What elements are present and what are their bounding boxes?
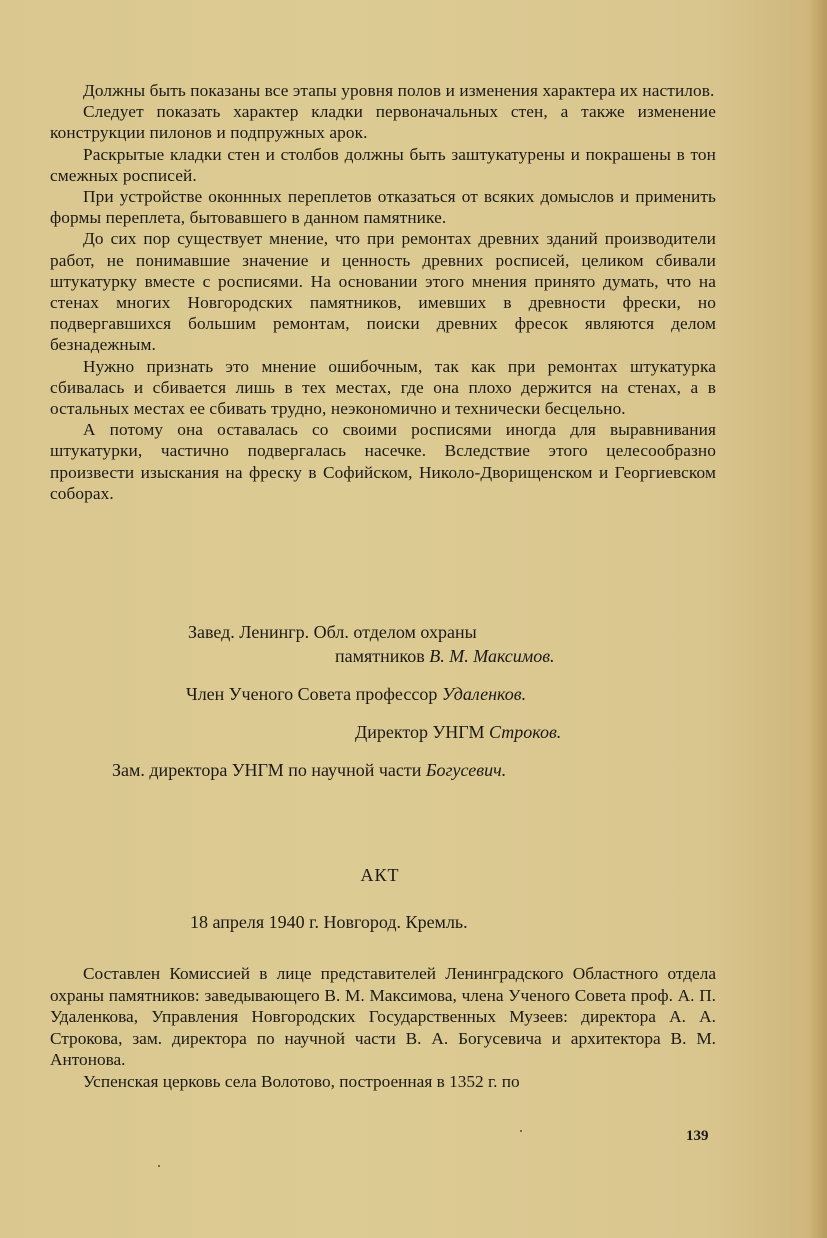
act-title: АКТ (360, 865, 400, 885)
paragraph: Нужно признать это мнение ошибочным, так как при ремонтах штукатурка сбивалась и сбивается лишь в тех местах, где она плохо держится на стенах, а в остальных местах ее сбивать трудно, неэкономично и технически бесцельно. (50, 356, 716, 419)
body-text (50, 80, 716, 504)
signature-title: памятников (335, 646, 425, 666)
page-number: 139 (686, 1128, 709, 1144)
print-speck (520, 1130, 522, 1132)
signature-line-4 (355, 720, 561, 744)
paragraph: Успенская церковь села Волотово, построенная в 1352 г. по (83, 1071, 520, 1091)
act-text (50, 963, 716, 1092)
paragraph: А потому она оставалась со своими росписями иногда для выравнивания штукатурки, частично подвергалась насечке. Вследствие этого целесообразно произвести изыскания на фреску в Софийском, Николо-Дворищенском и Георгиевском соборах. (50, 420, 716, 503)
paragraph: Следует показать характер кладки первоначальных стен, а также изменение конструкции пилонов и подпружных арок. (50, 102, 716, 143)
paragraph: Раскрытые кладки стен и столбов должны быть заштукатурены и покрашены в тон смежных росписей. (50, 144, 716, 185)
paragraph: Составлен Комиссией в лице представителей Ленинградского Областного отдела охраны памятников: заведывающего В. М. Максимова, члена Ученого Совета проф. А. П. Удаленкова, Управления Новгородских Государственных Музеев: директора А. А. Строкова, зам. директора по научной части В. А. Богусевича и архитектора В. М. Антонова. (50, 964, 716, 1069)
signature-line-1: Завед. Ленингр. Обл. отделом охраны (188, 622, 477, 642)
paragraph: Должны быть показаны все этапы уровня полов и изменения характера их настилов. (83, 81, 715, 100)
paragraph: До сих пор существует мнение, что при ремонтах древних зданий производители работ, не понимавшие значение и ценность древних росписей, целиком сбивали штукатурку вместе с росписями. На основании этого мнения принято думать, что на стенах многих Новгородских памятников, имевших в древности фрески, но подвергавшихся большим ремонтам, поиски древних фресок являются делом безнадежным. (50, 229, 716, 355)
signature-line-5 (112, 758, 506, 782)
signature-line-3 (186, 682, 526, 706)
signature-title: Директор УНГМ (355, 722, 485, 742)
signature-line-2 (335, 644, 555, 668)
signature-name: Удаленков. (441, 684, 527, 704)
print-speck (158, 1165, 160, 1167)
signature-name: Богусевич. (425, 760, 507, 780)
signature-title: Член Ученого Совета профессор (186, 684, 438, 704)
signature-title: Зам. директора УНГМ по научной части (112, 760, 422, 780)
signature-name: Строков. (488, 722, 562, 742)
page-edge-shadow (809, 0, 827, 1238)
act-date-place: 18 апреля 1940 г. Новгород. Кремль. (190, 912, 468, 932)
paragraph: При устройстве оконнных переплетов отказаться от всяких домыслов и применить формы переплета, бытовавшего в данном памятнике. (50, 187, 716, 228)
signature-name: В. М. Максимов. (429, 646, 555, 666)
